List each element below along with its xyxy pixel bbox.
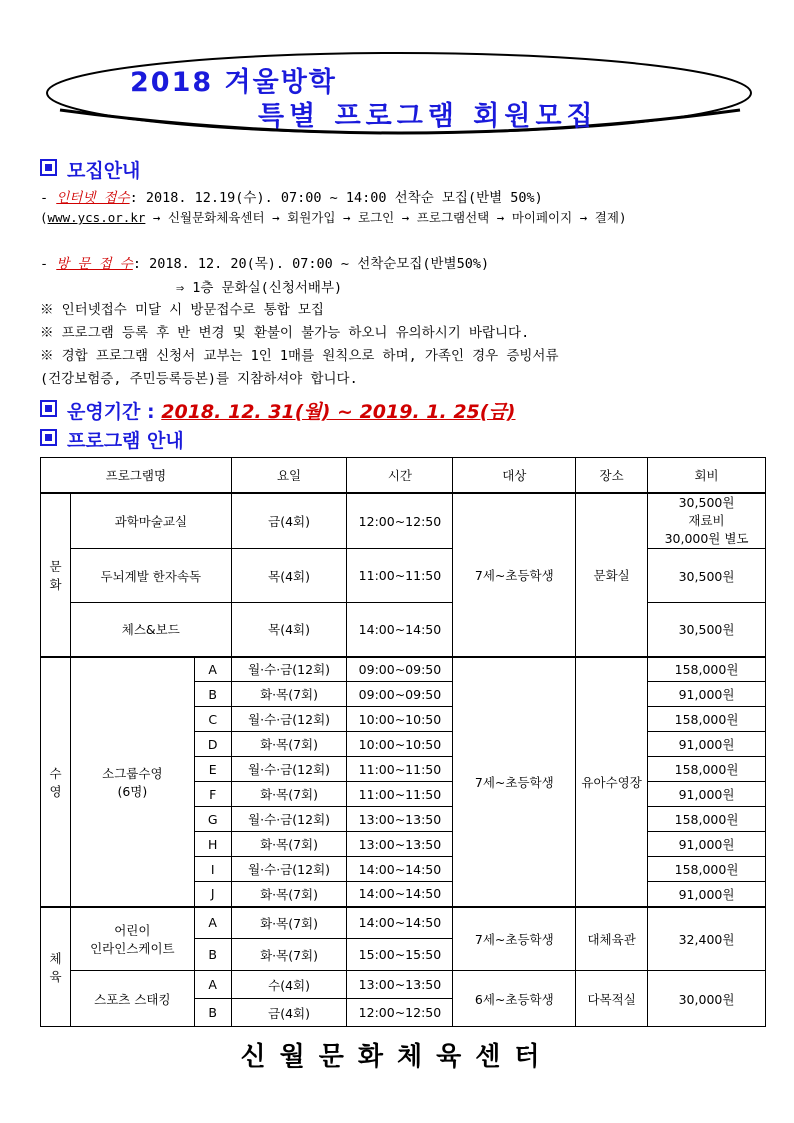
class-code: H [194, 832, 231, 857]
program-name: 인라인스케이트 [90, 940, 175, 956]
class-code: I [194, 857, 231, 882]
table-row [41, 657, 766, 682]
program-place: 대체육관 [576, 907, 648, 971]
program-day: 화·목(7회) [231, 882, 347, 907]
program-time: 11:00~11:50 [347, 757, 453, 782]
class-code: A [194, 907, 231, 939]
program-time: 10:00~10:50 [347, 732, 453, 757]
col-header-time: 시간 [347, 458, 453, 494]
program-fee: 30,000원 [648, 971, 766, 1027]
square-bullet-icon [40, 159, 57, 176]
program-fee: 158,000원 [648, 707, 766, 732]
program-fee: 91,000원 [648, 782, 766, 807]
program-time: 14:00~14:50 [347, 882, 453, 907]
program-name: 체스&보드 [70, 603, 231, 657]
program-fee: 158,000원 [648, 657, 766, 682]
program-name: 과학마술교실 [70, 493, 231, 549]
program-place: 문화실 [576, 493, 648, 657]
organization-name: 신월문화체육센터 [240, 1042, 554, 1072]
visit-place: ⇒ 1층 문화실(신청서배부) [176, 280, 343, 296]
program-time: 13:00~13:50 [347, 832, 453, 857]
program-table [40, 457, 766, 1027]
table-row [41, 971, 766, 999]
program-fee: 30,500원 [678, 495, 735, 510]
class-code: D [194, 732, 231, 757]
program-day: 화·목(7회) [231, 939, 347, 971]
note-4: (건강보험증, 주민등록등본)를 지참하셔야 합니다. [40, 371, 358, 387]
class-code: G [194, 807, 231, 832]
table-row [41, 493, 766, 549]
category-pe: 체 육 [41, 907, 71, 1027]
program-fee: 91,000원 [648, 882, 766, 907]
class-code: B [194, 939, 231, 971]
program-name: 두뇌계발 한자속독 [70, 549, 231, 603]
program-name: 스포츠 스태킹 [70, 971, 194, 1027]
program-time: 14:00~14:50 [347, 857, 453, 882]
program-time: 11:00~11:50 [347, 549, 453, 603]
fee-note: 재료비 [688, 513, 725, 528]
table-header-row [41, 458, 766, 494]
program-fee: 30,500원 [648, 603, 766, 657]
program-day: 월·수·금(12회) [231, 657, 347, 682]
note-1: ※ 인터넷접수 미달 시 방문접수로 통합 모집 [40, 302, 324, 318]
class-code: F [194, 782, 231, 807]
program-time: 14:00~14:50 [347, 603, 453, 657]
program-day: 금(4회) [231, 493, 347, 549]
square-bullet-icon [40, 400, 57, 417]
program-fee: 91,000원 [648, 732, 766, 757]
visit-apply-label: 방 문 접 수 [56, 256, 133, 272]
program-capacity: (6명) [117, 783, 148, 799]
program-day: 화·목(7회) [231, 832, 347, 857]
program-fee: 91,000원 [648, 832, 766, 857]
col-header-target: 대상 [453, 458, 576, 494]
program-time: 11:00~11:50 [347, 782, 453, 807]
note-3: ※ 경합 프로그램 신청서 교부는 1인 1매를 원칙으로 하며, 가족인 경우 증빙서류 [40, 348, 559, 364]
program-time: 14:00~14:50 [347, 907, 453, 939]
fee-note: 30,000원 별도 [664, 531, 749, 546]
program-time: 09:00~09:50 [347, 657, 453, 682]
program-time: 10:00~10:50 [347, 707, 453, 732]
program-day: 화·목(7회) [231, 907, 347, 939]
program-place: 다목적실 [576, 971, 648, 1027]
class-code: A [194, 657, 231, 682]
visit-apply-line: - 방 문 접 수: 2018. 12. 20(목). 07:00 ~ 선착순모집(반별50%) [40, 256, 490, 272]
program-name-skate [70, 907, 194, 971]
program-day: 월·수·금(12회) [231, 707, 347, 732]
internet-apply-label: 인터넷 접수 [56, 190, 130, 206]
program-time: 12:00~12:50 [347, 999, 453, 1027]
internet-apply-line: - 인터넷 접수: 2018. 12.19(수). 07:00 ~ 14:00 선착순 모집(반별 50%) [40, 190, 543, 206]
title-line-2: 특별 프로그램 회원모집 [258, 101, 598, 132]
program-target: 7세~초등학생 [453, 657, 576, 907]
program-time: 13:00~13:50 [347, 971, 453, 999]
program-place: 유아수영장 [576, 657, 648, 907]
program-name: 소그룹수영 [102, 765, 163, 781]
note-2: ※ 프로그램 등록 후 반 변경 및 환불이 불가능 하오니 유의하시기 바랍니다. [40, 325, 530, 341]
col-header-program: 프로그램명 [41, 458, 232, 494]
program-time: 15:00~15:50 [347, 939, 453, 971]
category-culture: 문 화 [41, 493, 71, 657]
class-code: C [194, 707, 231, 732]
section-recruit-heading: 모집안내 [40, 156, 140, 183]
program-day: 금(4회) [231, 999, 347, 1027]
square-bullet-icon [40, 429, 57, 446]
operation-period: 2018. 12. 31(월) ~ 2019. 1. 25(금) [161, 401, 516, 423]
section-program-heading: 프로그램 안내 [40, 426, 184, 453]
program-target: 6세~초등학생 [453, 971, 576, 1027]
class-code: B [194, 999, 231, 1027]
program-day: 화·목(7회) [231, 782, 347, 807]
table-row [41, 907, 766, 939]
program-day: 목(4회) [231, 603, 347, 657]
program-day: 목(4회) [231, 549, 347, 603]
table-row [41, 603, 766, 657]
program-fee-with-note [648, 493, 766, 549]
program-time: 13:00~13:50 [347, 807, 453, 832]
program-fee: 158,000원 [648, 757, 766, 782]
program-name-swim [70, 657, 194, 907]
apply-path-line: (www.ycs.or.kr → 신월문화체육센터 → 회원가입 → 로그인 → 프로그램선택 → 마이페이지 → 결제) [40, 210, 627, 225]
section-period: 운영기간 : 2018. 12. 31(월) ~ 2019. 1. 25(금) [40, 397, 516, 424]
program-time: 12:00~12:50 [347, 493, 453, 549]
col-header-fee: 회비 [648, 458, 766, 494]
col-header-day: 요일 [231, 458, 347, 494]
program-fee: 30,500원 [648, 549, 766, 603]
program-day: 수(4회) [231, 971, 347, 999]
title-line-1: 2018 겨울방학 [130, 67, 337, 98]
program-target: 7세~초등학생 [453, 493, 576, 657]
category-swim: 수 영 [41, 657, 71, 907]
program-fee: 158,000원 [648, 807, 766, 832]
program-day: 월·수·금(12회) [231, 857, 347, 882]
site-link[interactable]: www.ycs.or.kr [47, 210, 146, 225]
program-target: 7세~초등학생 [453, 907, 576, 971]
col-header-place: 장소 [576, 458, 648, 494]
class-code: A [194, 971, 231, 999]
table-row [41, 549, 766, 603]
program-time: 09:00~09:50 [347, 682, 453, 707]
program-fee: 91,000원 [648, 682, 766, 707]
program-day: 월·수·금(12회) [231, 757, 347, 782]
class-code: B [194, 682, 231, 707]
program-day: 월·수·금(12회) [231, 807, 347, 832]
program-day: 화·목(7회) [231, 682, 347, 707]
program-day: 화·목(7회) [231, 732, 347, 757]
class-code: J [194, 882, 231, 907]
program-name: 어린이 [114, 922, 151, 938]
class-code: E [194, 757, 231, 782]
program-fee: 158,000원 [648, 857, 766, 882]
program-fee: 32,400원 [648, 907, 766, 971]
